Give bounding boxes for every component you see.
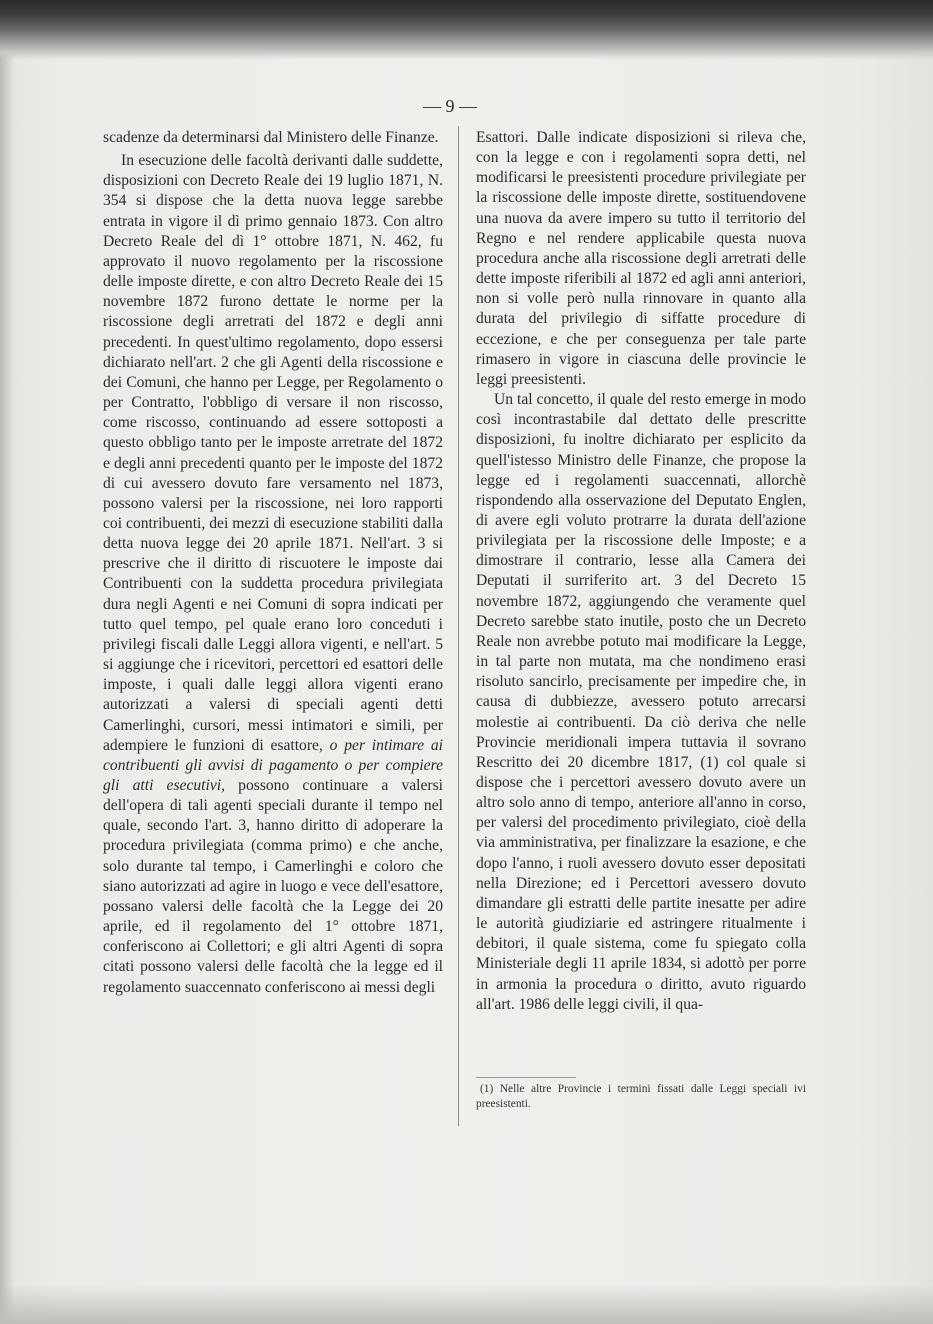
left-column [103,128,443,998]
page-number: — 9 — [423,96,477,116]
right-paragraph-2: Un tal concetto, il quale del resto emerge in modo così incontrastabile dal dettato delle prescritte disposizioni, fu inoltre dichiarato per esplicito da quell'istesso Ministro delle Finanze, che propose la legge ed i regolamenti suaccennati, allorchè rispondendo alla osservazione del Deputato Englen, di avere egli voluto protrarre la durata dell'azione privilegiata per la riscossione delle Imposte; e a dimostrare il contrario, lesse alla Camera dei Deputati il surriferito art. 3 del Decreto 15 novembre 1872, aggiungendo che veramente quel Decreto sarebbe stato inutile, posto che un Decreto Reale non avrebbe potuto mai modificare la Legge, in tal parte non mutata, ma che nondimeno erasi risoluto sancirlo, precisamente per impedire che, in causa di dubbiezze, avessero potuto arrecarsi molestie ai contribuenti. Da ciò deriva che nelle Provincie meridionali impera tuttavia il sovrano Rescritto dei 20 dicembre 1817, (1) col quale si dispose che i percettori avessero dovuto avere un altro solo anno di tempo, anteriore all'anno in corso, per valersi del procedimento privilegiato, cioè della via amministrativa, per finalizzare la esazione, e che dopo l'anno, i ruoli avessero dovuto esser depositati nella Direzione; ed i Percettori avessero dovuto dimandare gli estratti delle partite inesatte per adire le autorità giudiziarie ed astringere ritualmente i debitori, il quale sistema, come fu spiegato colla Ministeriale degli 11 aprile 1834, si adottò per porre in armonia la procedura o diritto, avuto riguardo all'art. 1986 delle leggi civili, il qua- [476,391,806,1013]
footnote: (1) Nelle altre Provincie i termini fissati dalle Leggi speciali ivi preesistenti. [476,1083,806,1110]
left-paragraph-2-italic: o per intimare ai contribuenti gli avvisi di pagamento o per compiere gli atti esecutivi, [103,736,443,794]
right-paragraph-1: Esattori. Dalle indicate disposizioni si rileva che, con la legge e con i regolamenti sopra detti, nel modificarsi le preesistenti procedure privilegiate per la riscossione delle imposte dirette, sostituendovene una nuova da avere impero su tutto il territorio del Regno e nel rendere applicabile questa nuova procedura anche alla riscossione degli arretrati delle dette imposte riferibili al 1872 ed agli anni anteriori, non si volle però nulla rinnovare in quanto alla durata del privilegio di siffatte procedure di eccezione, e che per conseguenza per tale parte rimasero in vigore in ciascuna delle provincie le leggi preesistenti. [476,129,806,388]
right-column [476,128,806,1015]
scan-top-edge [0,0,933,60]
left-paragraph-1: scadenze da determinarsi dal Ministero delle Finanze. [103,129,439,146]
footnote-rule [476,1077,576,1078]
left-paragraph-2-continuation: possono continuare a valersi dell'opera di tali agenti speciali durante il tempo nel quale, secondo l'art. 3, hanno diritto di adoperare la procedura privilegiata (comma primo) e che anche, solo durante tal tempo, i Camerlinghi e coloro che siano autorizzati ad agire in luogo e vece dell'esattore, possano valersi delle facoltà che la Legge dei 20 aprile, ed il regolamento del 1° ottobre 1871, conferiscono ai Collettori; e gli altri Agenti di sopra citati possono valersi delle facoltà che la legge ed il regolamento suaccennato conferiscono ai messi degli [103,777,444,996]
left-paragraph-2-text: In esecuzione delle facoltà derivanti dalle suddette, disposizioni con Decreto Reale dei 19 luglio 1871, N. 354 si dispose che la detta nuova legge sarebbe entrata in vigore il dì primo gennaio 1873. Con altro Decreto Reale del dì 1° ottobre 1871, N. 462, fu approvato il nuovo regolamento per la riscossione delle imposte dirette, e con altro Decreto Reale dei 15 novembre 1872 furono dettate le norme per la riscossione degli arretrati del 1872 e degli anni precedenti. In quest'ultimo regolamento, dopo essersi dichiarato nell'art. 2 che gli Agenti della riscossione e dei Comuni, che hanno per Legge, per Regolamento o per Contratto, l'obbligo di versare il non riscosso, come riscosso, continuando ad essere sottoposti a questo obbligo tanto per le imposte arretrate del 1872 e degli anni precedenti quanto per le imposte del 1872 di cui avessero dovuto fare versamento nel 1873, possono valersi per la riscossione, nei loro rapporti coi contribuenti, dei mezzi di esecuzione stabiliti dalla detta nuova legge dei 20 aprile 1871. Nell'art. 3 si prescrive che il diritto di riscuotere le imposte dai Contribuenti con la suddetta procedura privilegiata dura negli Agenti e nei Comuni di sopra indicati per tutto quel tempo, pel quale erano loro conceduti i privilegi fiscali dalle Leggi allora vigenti, e nell'art. 5 si aggiunge che i ricevitori, percettori ed esattori delle imposte, i quali dalle leggi allora vigenti erano autorizzati a valersi di speciali agenti detti Camerlinghi, cursori, messi intimatori e simili, per adempiere le funzioni di esattore, [103,152,443,754]
column-divider [458,126,459,1126]
left-paragraph-2 [103,151,443,998]
scan-bottom-edge [0,1284,933,1324]
